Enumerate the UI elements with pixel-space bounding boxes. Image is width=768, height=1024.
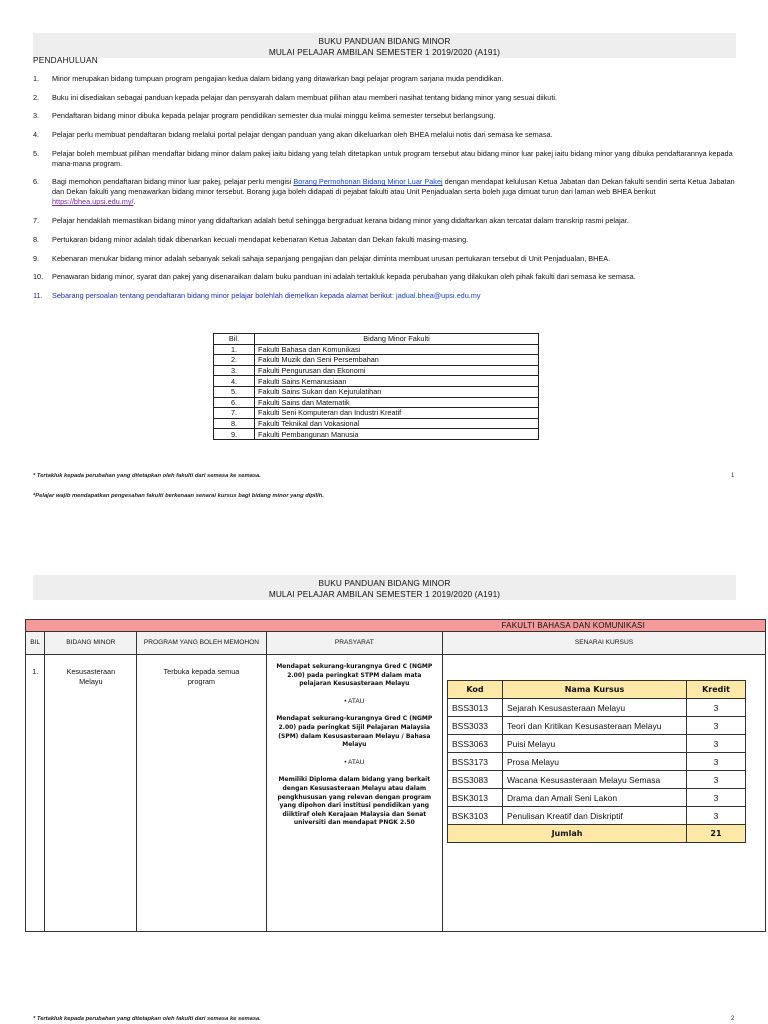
course-row: [448, 807, 746, 825]
table-row: [214, 386, 539, 397]
faculty-band: FAKULTI BAHASA DAN KOMUNIKASI: [26, 620, 766, 632]
faculty-name: Fakulti Sains Sukan dan Kejurulatihan: [255, 386, 539, 397]
header-title: BUKU PANDUAN BIDANG MINOR: [318, 36, 451, 46]
item-number: 11.: [33, 290, 43, 300]
item-text: Pelajar boleh membuat pilihan mendaftar bidang minor dalam pakej iaitu bidang yang telah ditetapkan untuk program tersebut atau bidang minor luar pakej iaitu bidang minor yang dibuka pendaftarannya kepada mana-mana program.: [52, 148, 733, 168]
column-header: Kod: [448, 681, 503, 699]
intro-list: [33, 74, 743, 310]
column-header: Bidang Minor Fakulti: [255, 334, 539, 345]
column-header: BIL: [26, 632, 45, 655]
item-text: Penawaran bidang minor, syarat dan pakej yang disenaraikan dalam buku panduan ini adalah tertakluk kepada perubahan yang dilakukan oleh pihak fakulti dari semasa ke semasa.: [52, 272, 636, 282]
course-row: [448, 771, 746, 789]
list-item: [33, 93, 743, 103]
list-item: [33, 216, 743, 226]
faculty-name: Fakulti Bahasa dan Komunikasi: [255, 344, 539, 355]
item-text: [52, 291, 743, 301]
item-text: Pelajar hendaklah memastikan bidang minor yang didaftarkan adalah betul sehingga bergraduat kerana bidang minor yang didaftarkan akan tercatat dalam transkrip rasmi pelajar.: [52, 216, 629, 226]
item-number: 6.: [33, 177, 40, 187]
course-list: [444, 656, 764, 843]
total-label: Jumlah: [448, 825, 687, 843]
page-number: 2: [731, 1016, 735, 1022]
total-row: [448, 825, 746, 843]
course-row: [448, 699, 746, 717]
footnote: * Tertakluk kepada perubahan yang ditetapkan oleh fakulti dari semasa ke semasa.: [33, 1016, 261, 1022]
list-item: [33, 272, 743, 282]
table-row: [214, 429, 539, 440]
list-item: [33, 74, 743, 84]
course-name: Teori dan Kritikan Kesusasteraan Melayu: [503, 717, 687, 735]
row-number: 1.: [26, 655, 45, 932]
course-credit: 3: [687, 717, 746, 735]
section-title: PENDAHULUAN: [33, 55, 98, 65]
list-item: [33, 235, 743, 245]
row-number: 6.: [214, 397, 255, 408]
text-segment: Bagi memohon pendaftaran bidang minor luar pakej, pelajar perlu mengisi: [52, 177, 294, 187]
item-text: Kebenaran menukar bidang minor adalah sebanyak sekali sahaja sepanjang pengajian dan pelajar diminta membuat urusan pertukaran tersebut di Unit Penjadualan, BHEA.: [52, 253, 611, 263]
footnote: * Tertakluk kepada perubahan yang ditetapkan oleh fakulti dari semasa ke semasa.: [33, 473, 261, 479]
total-credits: 21: [687, 825, 746, 843]
item-number: 3.: [33, 111, 40, 121]
row-number: 4.: [214, 376, 255, 387]
faculty-name: Fakulti Sains dan Matematik: [255, 397, 539, 408]
course-row: [448, 735, 746, 753]
or-separator: • ATAU: [344, 697, 365, 705]
row-number: 8.: [214, 418, 255, 429]
item-number: 5.: [33, 148, 40, 158]
course-credit: 3: [687, 789, 746, 807]
course-code: BSS3033: [448, 717, 503, 735]
column-header: Nama Kursus: [503, 681, 687, 699]
item-text: [52, 177, 743, 207]
faculty-name: Fakulti Sains Kemanusiaan: [255, 376, 539, 387]
item-number: 10.: [33, 272, 44, 282]
item-number: 1.: [33, 74, 40, 83]
list-item: [33, 149, 743, 169]
list-item: [33, 111, 743, 121]
course-header-row: [448, 681, 746, 699]
item-text: Buku ini disediakan sebagai panduan kepada pelajar dan pensyarah dalam membuat pilihan atau memberi nasihat tentang bidang minor yang sesuai diikuti.: [52, 92, 558, 102]
text-segment: Sebarang persoalan tentang pendaftaran bidang minor pelajar bolehlah diemelkan kepada alamat berikut:: [52, 290, 397, 300]
table-row: [214, 397, 539, 408]
row-number: 3.: [214, 365, 255, 376]
header-subtitle: MULAI PELAJAR AMBILAN SEMESTER 1 2019/2020 (A191): [268, 46, 501, 57]
faculty-name: Fakulti Pembangunan Manusia: [255, 429, 539, 440]
column-header: SENARAI KURSUS: [443, 632, 766, 655]
faculty-name: Fakulti Muzik dan Seni Persembahan: [255, 355, 539, 366]
course-code: BSK3013: [448, 789, 503, 807]
course-code: BSS3083: [448, 771, 503, 789]
minor-name: Kesusasteraan Melayu: [45, 655, 137, 932]
form-link[interactable]: Borang Permohonan Bidang Minor Luar Pakej: [293, 177, 443, 187]
row-number: 2.: [214, 355, 255, 366]
table-row: [214, 344, 539, 355]
course-credit: 3: [687, 753, 746, 771]
header-title: BUKU PANDUAN BIDANG MINOR: [318, 578, 451, 588]
course-credit: 3: [687, 807, 746, 825]
course-row: [448, 717, 746, 735]
text-segment: .: [133, 197, 136, 207]
course-credit: 3: [687, 735, 746, 753]
table-row: [214, 418, 539, 429]
column-header: PRASYARAT: [266, 632, 442, 655]
prerequisite-option: Memiliki Diploma dalam bidang yang berkait dengan Kesusasteraan Melayu atau dalam pengkhususan yang relevan dengan program yang dipohon dari institusi pendidikan yang diiktiraf oleh Kerajaan Malaysia dan Senat universiti dan mendapat PNGK 2.50: [277, 776, 432, 827]
faculty-band-row: [26, 620, 766, 632]
course-row: [448, 753, 746, 771]
course-name: Prosa Melayu: [503, 753, 687, 771]
item-number: 2.: [33, 92, 40, 102]
item-text: Pendaftaran bidang minor dibuka kepada pelajar program pendidikan semester dua mulai minggu kelima semester tersebut berlangsung.: [52, 111, 496, 121]
list-item: [33, 291, 743, 301]
table-row: [214, 376, 539, 387]
row-number: 5.: [214, 386, 255, 397]
minor-details-table: [25, 619, 766, 932]
course-name: Sejarah Kesusasteraan Melayu: [503, 699, 687, 717]
column-header: Bil.: [214, 334, 255, 345]
list-item: [33, 177, 743, 207]
course-table: [447, 680, 746, 843]
course-name: Drama dan Amali Seni Lakon: [503, 789, 687, 807]
page-number: 1: [731, 473, 735, 479]
table-header-row: [26, 632, 766, 655]
course-code: BSS3063: [448, 735, 503, 753]
item-text: Minor merupakan bidang tumpuan program pengajian kedua dalam bidang yang ditawarkan bagi pelajar program sarjana muda pendidikan.: [52, 74, 504, 83]
course-row: [448, 789, 746, 807]
course-list-cell: [443, 655, 766, 932]
row-number: 9.: [214, 429, 255, 440]
table-row: [214, 365, 539, 376]
faculty-name: Fakulti Teknikal dan Vokasional: [255, 418, 539, 429]
course-credit: 3: [687, 771, 746, 789]
text-segment: dengan mendapat kelulusan Ketua Jabatan dan Dekan fakulti sendiri serta Ketua Jabatan dan Dekan fakulti yang menawarkan bidang minor tersebut. Borang juga boleh didapati di pejabat fakulti atau Unit Penjadualan serta boleh juga dimuat turun dari laman web BHEA berikut: [52, 177, 735, 197]
item-number: 9.: [33, 253, 40, 263]
faculty-table: [213, 333, 539, 440]
column-header: BIDANG MINOR: [45, 632, 137, 655]
column-header: Kredit: [687, 681, 746, 699]
faculty-name: Fakulti Pengurusan dan Ekonomi: [255, 365, 539, 376]
footnote: *Pelajar wajib mendapatkan pengesahan fakulti berkenaan senarai kursus bagi bidang minor yang dipilih.: [33, 493, 324, 499]
eligible-programs: Terbuka kepada semua program: [137, 655, 266, 932]
course-code: BSS3013: [448, 699, 503, 717]
table-row: [214, 408, 539, 419]
course-name: Wacana Kesusasteraan Melayu Semasa: [503, 771, 687, 789]
item-text: Pelajar perlu membuat pendaftaran bidang melalui portal pelajar dengan panduan yang akan dikeluarkan oleh BHEA melalui notis dari semasa ke semasa.: [52, 130, 553, 140]
item-number: 8.: [33, 234, 40, 244]
list-item: [33, 254, 743, 264]
course-name: Puisi Melayu: [503, 735, 687, 753]
item-number: 7.: [33, 216, 40, 226]
row-number: 1.: [214, 344, 255, 355]
course-code: BSK3103: [448, 807, 503, 825]
table-row: [26, 655, 766, 932]
item-number: 4.: [33, 130, 40, 140]
page1-header: [33, 33, 736, 58]
table-row: [214, 355, 539, 366]
item-text: Pertukaran bidang minor adalah tidak dibenarkan kecuali mendapat kebenaran Ketua Jabatan dan Dekan fakulti masing-masing.: [52, 234, 469, 244]
list-item: [33, 130, 743, 140]
table-header-row: [214, 334, 539, 345]
or-separator: • ATAU: [344, 758, 365, 766]
header-subtitle: MULAI PELAJAR AMBILAN SEMESTER 1 2019/2020 (A191): [268, 588, 501, 599]
course-code: BSS3173: [448, 753, 503, 771]
course-name: Penulisan Kreatif dan Diskriptif: [503, 807, 687, 825]
page2-header: [33, 575, 736, 600]
prerequisites: [266, 655, 442, 932]
prerequisite-option: Mendapat sekurang-kurangnya Gred C (NGMP 2.00) pada peringkat STPM dalam mata pelajaran Kesusasteraan Melayu: [276, 663, 433, 688]
prerequisite-option: Mendapat sekurang-kurangnya Gred C (NGMP 2.00) pada peringkat Sijil Pelajaran Malaysia (SPM) dalam Kesusasteraan Melayu / Bahasa Melayu: [276, 715, 433, 749]
email-link[interactable]: jadual.bhea@upsi.edu.my: [396, 290, 481, 300]
column-header: PROGRAM YANG BOLEH MEMOHON: [137, 632, 266, 655]
faculty-name: Fakulti Seni Komputeran dan Industri Kreatif: [255, 408, 539, 419]
row-number: 7.: [214, 408, 255, 419]
bhea-website-link[interactable]: https://bhea.upsi.edu.my/: [52, 197, 134, 207]
course-credit: 3: [687, 699, 746, 717]
